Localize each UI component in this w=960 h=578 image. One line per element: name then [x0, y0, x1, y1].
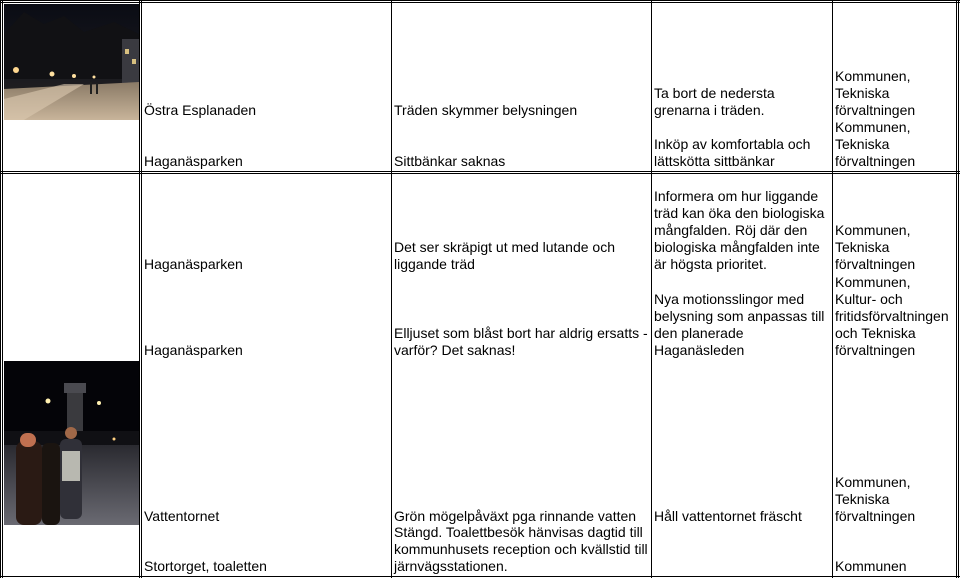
responsible-text: Kommunen, Tekniska förvaltningen — [835, 222, 916, 272]
responsible-text: Kommunen, Kultur- och fritidsförvaltningen och Tekniska förvaltningen — [835, 274, 949, 358]
table-cell — [833, 3, 956, 120]
table-cell — [392, 174, 651, 274]
location-text: Stortorget, toaletten — [144, 558, 267, 574]
action-text: Håll vattentornet fräscht — [654, 508, 802, 524]
responsible-text: Kommunen, Tekniska förvaltningen — [835, 68, 916, 118]
responsible-text: Kommunen, Tekniska förvaltningen — [835, 474, 916, 524]
problem-text: Grön mögelpåväxt pga rinnande vatten — [394, 508, 637, 524]
grid-line — [0, 0, 960, 1]
problem-text: Sittbänkar saknas — [394, 153, 506, 169]
table-cell — [142, 360, 391, 526]
photo-water-tower-night — [4, 361, 139, 525]
table-cell — [142, 3, 391, 120]
table-cell — [392, 526, 651, 576]
table-cell — [142, 274, 391, 360]
responsible-text: Kommunen, Tekniska förvaltningen — [835, 119, 916, 169]
table-cell — [142, 120, 391, 171]
action-text: Nya motionsslingor med belysning som anpassas till den planerade Haganäsleden — [654, 291, 825, 358]
table-cell — [652, 360, 832, 526]
location-text: Haganäsparken — [144, 342, 243, 358]
problem-text: Det ser skräpigt ut med lutande och liggande träd — [394, 239, 616, 272]
table-cell — [652, 274, 832, 360]
location-text: Vattentornet — [144, 508, 220, 524]
table-cell — [392, 274, 651, 360]
table-cell — [652, 174, 832, 274]
table-cell — [833, 120, 956, 171]
grid-line — [0, 576, 960, 577]
table-cell — [833, 274, 956, 360]
table-cell — [652, 526, 832, 576]
table-cell — [392, 120, 651, 171]
action-text: Ta bort de nedersta grenarna i träden. — [654, 85, 775, 118]
problem-text: Stängd. Toalettbesök hänvisas dagtid till kommunhusets reception och kvällstid till järnvägsstationen. — [394, 524, 648, 574]
grid-line — [0, 171, 960, 172]
table-cell — [142, 174, 391, 274]
table-cell — [652, 120, 832, 171]
table-cell — [833, 360, 956, 526]
table-cell — [833, 174, 956, 274]
grid-line — [956, 0, 957, 578]
table-cell — [833, 526, 956, 576]
responsible-text: Kommunen — [835, 558, 907, 574]
photo-street-night — [4, 4, 139, 120]
grid-line — [139, 0, 140, 578]
table-cell — [392, 3, 651, 120]
location-text: Haganäsparken — [144, 256, 243, 272]
action-text: Inköp av komfortabla och lättskötta sittbänkar — [654, 136, 811, 169]
grid-line — [0, 0, 1, 578]
problem-text: Elljuset som blåst bort har aldrig ersatts - varför? Det saknas! — [394, 325, 648, 358]
action-text: Informera om hur liggande träd kan öka den biologiska mångfalden. Röj där den biologiska mångfalden inte är högsta prioritet. — [654, 188, 825, 272]
table-cell — [652, 3, 832, 120]
problem-text: Träden skymmer belysningen — [394, 102, 578, 118]
location-text: Haganäsparken — [144, 153, 243, 169]
grid-line — [2, 0, 3, 578]
table-cell — [392, 360, 651, 526]
location-text: Östra Esplanaden — [144, 102, 257, 118]
grid-line — [958, 0, 959, 578]
table-cell — [142, 526, 391, 576]
